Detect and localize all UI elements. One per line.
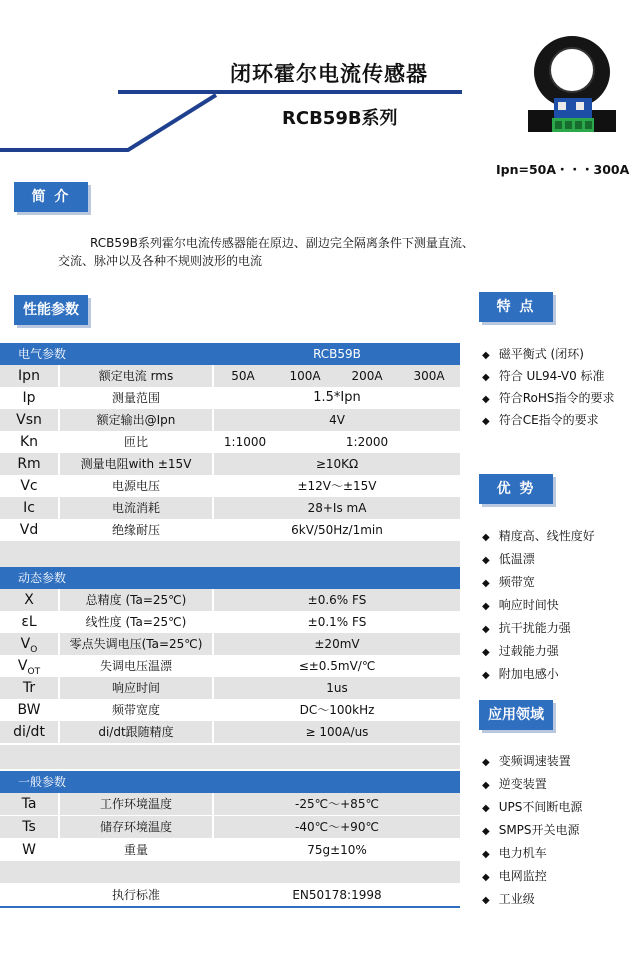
product-image xyxy=(522,32,622,144)
param-name: 频带宽度 xyxy=(111,703,160,717)
list-item: ◆ 符合CE指令的要求 xyxy=(482,411,599,428)
param-value: 200A xyxy=(351,369,383,383)
param-value: DC～100kHz xyxy=(299,703,375,717)
section-label: 一般参数 xyxy=(18,775,67,789)
param-symbol: Kn xyxy=(19,434,39,450)
param-symbol: Vsn xyxy=(16,412,42,428)
list-item: ◆ 符合RoHS指令的要求 xyxy=(482,389,615,406)
param-symbol: BW xyxy=(17,702,41,718)
table-row xyxy=(0,677,460,699)
list-item: ◆ SMPS开关电源 xyxy=(482,821,580,838)
list-item: ◆ 电网监控 xyxy=(482,867,547,884)
param-value: 100A xyxy=(289,369,321,383)
table-row xyxy=(0,611,460,633)
param-symbol: Vc xyxy=(20,478,38,494)
param-symbol: di/dt xyxy=(13,724,45,740)
intro-tag: 简 介 xyxy=(14,182,88,212)
param-name: di/dt跟随精度 xyxy=(98,725,174,739)
table-bottom-rule xyxy=(0,906,460,908)
list-item: ◆ 精度高、线性度好 xyxy=(482,527,595,544)
param-value: ±0.6% FS xyxy=(307,593,367,607)
param-name: 额定输出@Ipn xyxy=(96,413,176,427)
param-symbol: $V_O$ xyxy=(20,636,38,655)
list-item: ◆ 抗干扰能力强 xyxy=(482,619,571,636)
section-general xyxy=(0,771,460,793)
param-name: 绝缘耐压 xyxy=(111,523,160,537)
section-electrical xyxy=(0,343,460,365)
param-name: 总精度 (Ta=25℃) xyxy=(85,593,187,607)
param-symbol: εL xyxy=(21,614,37,630)
table-row xyxy=(0,497,460,519)
param-value: ±12V～±15V xyxy=(297,479,377,493)
table-row xyxy=(0,475,460,497)
param-value: 28+Is mA xyxy=(307,501,367,515)
param-name: 电流消耗 xyxy=(111,501,160,515)
param-value: 300A xyxy=(413,369,445,383)
table-row xyxy=(0,431,460,453)
list-item: ◆ 频带宽 xyxy=(482,573,535,590)
param-symbol: X xyxy=(24,592,34,608)
param-symbol: $V_{OT}$ xyxy=(17,658,41,677)
section-label: 动态参数 xyxy=(18,571,67,585)
series-name: RCB59B系列 xyxy=(282,108,398,129)
param-symbol: Ta xyxy=(21,796,37,812)
param-value: 1:1000 xyxy=(223,435,267,449)
param-value: 6kV/50Hz/1min xyxy=(291,523,383,537)
param-value: 1.5*Ipn xyxy=(313,390,361,405)
param-value: 50A xyxy=(231,369,255,383)
table-row-empty xyxy=(0,861,460,883)
current-range: Ipn=50A・・・300A xyxy=(496,162,630,177)
section-dynamic xyxy=(0,567,460,589)
param-value: ±20mV xyxy=(314,637,360,651)
param-name: 失调电压温漂 xyxy=(99,659,172,673)
table-row xyxy=(0,633,460,655)
param-value: ≥ 100A/us xyxy=(305,725,369,739)
table-row xyxy=(0,839,460,861)
table-row-empty xyxy=(0,541,460,567)
param-symbol: Tr xyxy=(22,680,36,696)
param-name: 测量电阻with ±15V xyxy=(80,457,192,471)
list-item: ◆ 电力机车 xyxy=(482,844,547,861)
param-name: 电源电压 xyxy=(111,479,160,493)
table-row xyxy=(0,793,460,815)
features-tag: 特 点 xyxy=(479,292,553,322)
table-row xyxy=(0,721,460,743)
param-symbol: Ts xyxy=(22,819,36,835)
table-row xyxy=(0,453,460,475)
list-item: ◆ 过载能力强 xyxy=(482,642,559,659)
param-symbol: Ic xyxy=(23,500,35,516)
param-value: -40℃～+90℃ xyxy=(295,820,379,834)
table-row xyxy=(0,884,460,906)
param-name: 额定电流 rms xyxy=(98,369,174,383)
list-item: ◆ 附加电感小 xyxy=(482,665,559,682)
param-value: ≤±0.5mV/℃ xyxy=(298,659,376,673)
table-row xyxy=(0,655,460,677)
list-item: ◆ 变频调速装置 xyxy=(482,752,571,769)
param-name: 储存环境温度 xyxy=(99,820,172,834)
performance-tag: 性能参数 xyxy=(14,295,88,325)
list-item: ◆ 逆变装置 xyxy=(482,775,547,792)
table-row xyxy=(0,589,460,611)
section-label: 电气参数 xyxy=(18,347,67,361)
param-symbol: Rm xyxy=(17,456,41,472)
list-item: ◆ 符合 UL94-V0 标准 xyxy=(482,367,605,384)
param-value: 4V xyxy=(329,413,345,427)
param-value: 75g±10% xyxy=(307,843,367,857)
param-value: 1:2000 xyxy=(345,435,389,449)
param-symbol: Ip xyxy=(22,390,36,406)
list-item: ◆ 响应时间快 xyxy=(482,596,559,613)
param-symbol: W xyxy=(22,842,36,858)
table-row xyxy=(0,409,460,431)
applications-tag: 应用领域 xyxy=(479,700,553,730)
table-row xyxy=(0,699,460,721)
param-name: 重量 xyxy=(123,843,148,857)
param-value: ≥10KΩ xyxy=(315,457,359,471)
param-name: 响应时间 xyxy=(111,681,160,695)
param-value: ±0.1% FS xyxy=(307,615,367,629)
model-label: RCB59B xyxy=(313,347,361,361)
intro-text: RCB59B系列霍尔电流传感器能在原边、副边完全隔离条件下测量直流、交流、脉冲以及各种不规则波形的电流 xyxy=(58,236,474,268)
page-title: 闭环霍尔电流传感器 xyxy=(230,62,428,86)
param-name: 匝比 xyxy=(123,435,148,449)
advantages-tag: 优 势 xyxy=(479,474,553,504)
table-row xyxy=(0,816,460,838)
table-row xyxy=(0,519,460,541)
param-name: 工作环境温度 xyxy=(99,797,172,811)
param-name: 零点失调电压(Ta=25℃) xyxy=(69,637,203,651)
param-value: -25℃～+85℃ xyxy=(295,797,379,811)
param-value: EN50178:1998 xyxy=(292,888,382,902)
param-name: 线性度 (Ta=25℃) xyxy=(85,615,187,629)
list-item: ◆ 低温漂 xyxy=(482,550,535,567)
param-symbol: Ipn xyxy=(18,368,40,384)
param-value: 1us xyxy=(326,681,348,695)
param-symbol: Vd xyxy=(19,522,39,538)
list-item: ◆ 磁平衡式 (闭环) xyxy=(482,345,584,362)
list-item: ◆ UPS不间断电源 xyxy=(482,798,582,815)
table-row xyxy=(0,387,460,409)
param-name: 执行标准 xyxy=(111,888,160,902)
param-name: 测量范围 xyxy=(111,391,160,405)
table-row xyxy=(0,365,460,387)
list-item: ◆ 工业级 xyxy=(482,890,535,907)
table-row-empty xyxy=(0,745,460,769)
